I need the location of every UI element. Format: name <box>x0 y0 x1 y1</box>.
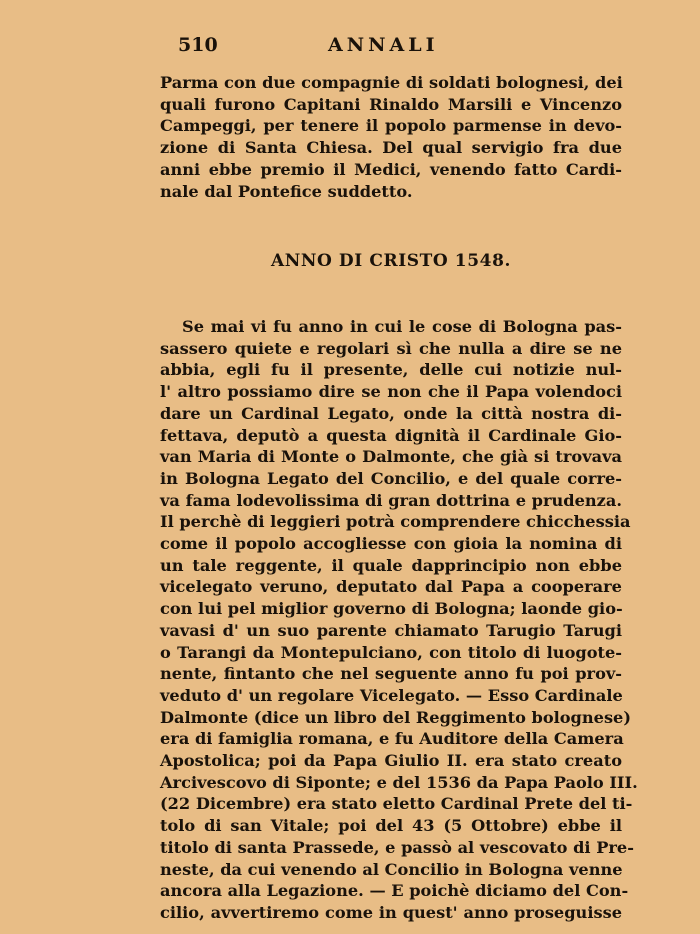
text-line: cilio, avvertiremo come in quest' anno proseguisse <box>160 902 622 922</box>
text-line: vicelegato veruno, deputato dal Papa a cooperare <box>160 577 622 597</box>
text-line: Il perchè di leggieri potrà comprendere chicchessia <box>160 512 631 532</box>
text-line: sassero quiete e regolari sì che nulla a dire se ne <box>160 338 622 358</box>
text-line: nale dal Pontefice suddetto. <box>160 181 413 201</box>
text-line: anni ebbe premio il Medici, venendo fatto Cardi- <box>160 159 622 179</box>
text-line: dare un Cardinal Legato, onde la città nostra di- <box>160 403 622 423</box>
text-line: un tale reggente, il quale dapprincipio non ebbe <box>160 555 622 575</box>
page-header <box>160 34 622 60</box>
page-number: 510 <box>178 34 218 56</box>
text-line: Parma con due compagnie di soldati bolognesi, dei <box>160 73 623 92</box>
text-line: Apostolica; poi da Papa Giulio II. era stato creato <box>160 751 622 771</box>
text-line: van Maria di Monte o Dalmonte, che già si trovava <box>160 447 622 467</box>
text-line: ancora alla Legazione. — E poichè diciamo del Con- <box>160 881 629 901</box>
text-line: zione di Santa Chiesa. Del qual servigio fra due <box>160 138 622 158</box>
text-line: titolo di santa Prassede, e passò al vescovato di Pre- <box>160 837 634 857</box>
text-line: con lui pel miglior governo di Bologna; laonde gio- <box>160 599 623 619</box>
text-line: fettava, deputò a questa dignità il Cardinale Gio- <box>160 425 622 445</box>
text-line: vavasi d' un suo parente chiamato Tarugio Tarugi <box>160 620 622 640</box>
text-line: Se mai vi fu anno in cui le cose di Bologna pas- <box>182 317 622 336</box>
text-line: quali furono Capitani Rinaldo Marsili e Vincenzo <box>160 94 622 114</box>
continued-paragraph <box>160 72 622 202</box>
text-line: (22 Dicembre) era stato eletto Cardinal Prete del ti- <box>160 794 633 814</box>
section-heading: ANNO DI CRISTO 1548. <box>270 251 512 271</box>
text-line: nente, fintanto che nel seguente anno fu poi prov- <box>160 664 622 684</box>
text-line: come il popolo accogliesse con gioia la nomina di <box>160 534 622 554</box>
text-line: Campeggi, per tenere il popolo parmense in devo- <box>160 116 622 136</box>
text-line: o Tarangi da Montepulciano, con titolo di luogote- <box>160 642 622 662</box>
text-line: l' altro possiamo dire se non che il Papa volendoci <box>160 382 622 402</box>
text-line: neste, da cui venendo al Concilio in Bologna venne <box>160 859 623 879</box>
running-title: ANNALI <box>328 34 439 56</box>
text-line: Dalmonte (dice un libro del Reggimento bolognese) <box>160 707 632 727</box>
text-line: tolo di san Vitale; poi del 43 (5 Ottobre) ebbe il <box>160 816 622 836</box>
text-line: era di famiglia romana, e fu Auditore della Camera <box>160 729 624 749</box>
text-line: va fama lodevolissima di gran dottrina e prudenza. <box>160 490 622 510</box>
text-line: veduto d' un regolare Vicelegato. — Esso Cardinale <box>160 685 623 705</box>
text-line: in Bologna Legato del Concilio, e del quale corre- <box>160 468 622 488</box>
text-line: Arcivescovo di Siponte; e del 1536 da Papa Paolo III. <box>160 772 638 792</box>
text-line: abbia, egli fu il presente, delle cui notizie nul- <box>160 360 622 380</box>
main-paragraph <box>160 316 638 924</box>
